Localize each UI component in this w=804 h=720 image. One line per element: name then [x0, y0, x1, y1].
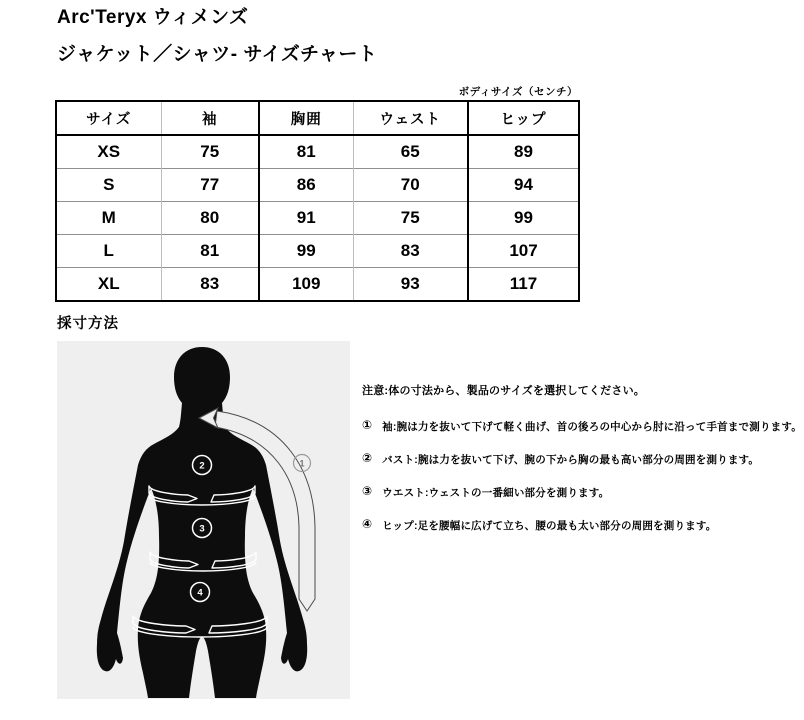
col-header-sleeve: 袖	[161, 101, 259, 135]
cell-waist: 93	[353, 268, 468, 302]
measurement-note: 注意:体の寸法から、製品のサイズを選択してください。	[362, 385, 645, 397]
cell-sleeve: 80	[161, 202, 259, 235]
cell-size: L	[56, 235, 161, 268]
cell-size: M	[56, 202, 161, 235]
cell-sleeve: 81	[161, 235, 259, 268]
table-row	[56, 169, 579, 202]
cell-chest: 81	[259, 135, 353, 169]
cell-size: S	[56, 169, 161, 202]
cell-sleeve: 77	[161, 169, 259, 202]
body-silhouette-diagram	[57, 341, 350, 699]
measurement-figure	[57, 341, 350, 699]
page-title-line1: Arc'Teryx ウィメンズ	[57, 7, 249, 28]
step-number: ①	[362, 418, 373, 432]
step-text: 袖:腕は力を抜いて下げて軽く曲げ、首の後ろの中心から肘に沿って手首まで測ります。	[382, 421, 802, 433]
step-number: ③	[362, 484, 373, 498]
marker-waist-number: 3	[199, 523, 205, 535]
cell-size: XL	[56, 268, 161, 302]
cell-hip: 117	[468, 268, 579, 302]
step-number: ②	[362, 451, 373, 465]
step-text: バスト:腕は力を抜いて下げ、腕の下から胸の最も高い部分の周囲を測ります。	[382, 454, 760, 466]
step-number: ④	[362, 517, 373, 531]
measurement-instructions	[362, 382, 802, 550]
cell-hip: 94	[468, 169, 579, 202]
cell-sleeve: 75	[161, 135, 259, 169]
cell-waist: 75	[353, 202, 468, 235]
step-text: ウエスト:ウェストの一番細い部分を測ります。	[382, 487, 610, 499]
cell-waist: 83	[353, 235, 468, 268]
col-header-hip: ヒップ	[468, 101, 579, 135]
col-header-size: サイズ	[56, 101, 161, 135]
size-chart-table	[55, 100, 580, 302]
cell-chest: 91	[259, 202, 353, 235]
marker-bust-number: 2	[199, 460, 205, 472]
page-header	[57, 8, 377, 64]
measurement-step-bust	[362, 451, 798, 467]
measurement-method-heading: 採寸方法	[57, 316, 119, 332]
cell-waist: 70	[353, 169, 468, 202]
cell-chest: 109	[259, 268, 353, 302]
cell-chest: 99	[259, 235, 353, 268]
step-text: ヒップ:足を腰幅に広げて立ち、腰の最も太い部分の周囲を測ります。	[382, 520, 717, 532]
cell-size: XS	[56, 135, 161, 169]
measurement-step-waist	[362, 484, 798, 500]
measurement-step-sleeve	[362, 418, 802, 434]
marker-sleeve-number: 1	[299, 458, 305, 469]
table-row	[56, 268, 579, 302]
table-header-row	[56, 101, 579, 135]
cell-hip: 107	[468, 235, 579, 268]
marker-hip-number: 4	[197, 587, 203, 599]
col-header-chest: 胸囲	[259, 101, 353, 135]
cell-sleeve: 83	[161, 268, 259, 302]
cell-waist: 65	[353, 135, 468, 169]
measurement-step-hip	[362, 517, 798, 533]
page-title-line2: ジャケット／シャツ- サイズチャート	[57, 44, 378, 65]
body-size-unit-label: ボディサイズ（センチ）	[458, 86, 578, 98]
col-header-waist: ウェスト	[353, 101, 468, 135]
cell-hip: 89	[468, 135, 579, 169]
table-row	[56, 235, 579, 268]
cell-hip: 99	[468, 202, 579, 235]
cell-chest: 86	[259, 169, 353, 202]
table-row	[56, 135, 579, 169]
table-row	[56, 202, 579, 235]
